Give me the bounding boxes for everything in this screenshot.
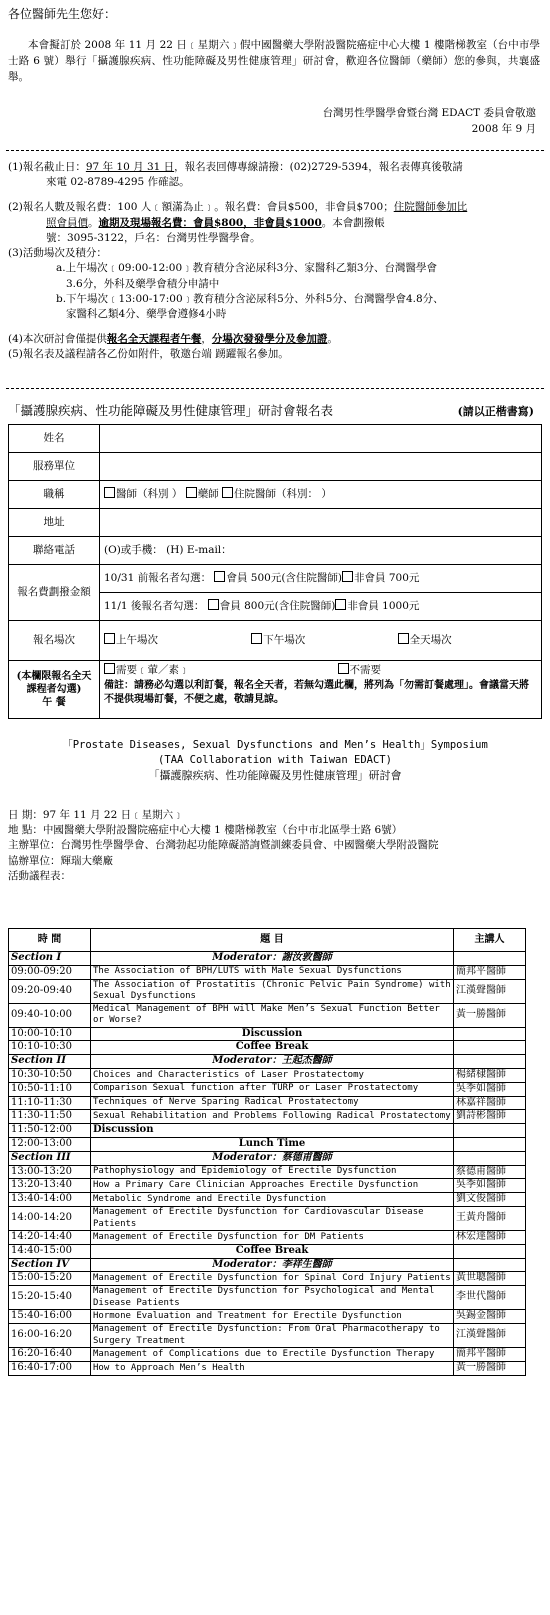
- schedule-topic: How a Primary Care Clinician Approaches Erectile Dysfunction: [91, 1179, 454, 1193]
- note-3: (3)活動場次及積分：: [8, 247, 107, 260]
- note-3a-cont: 3.6分，外科及藥學會積分申請中: [66, 277, 220, 290]
- schedule-speaker: 劉詩彬醫師: [454, 1110, 526, 1124]
- schedule-row: [9, 1041, 526, 1055]
- fee-label: 報名費劃撥金額: [9, 565, 100, 621]
- schedule-row: [9, 1003, 526, 1027]
- schedule-row: [9, 1348, 526, 1362]
- schedule-header-cell: 主講人: [454, 929, 526, 952]
- schedule-row: [9, 1165, 526, 1179]
- schedule-topic: How to Approach Men’s Health: [91, 1361, 454, 1375]
- schedule-row: [9, 1193, 526, 1207]
- greeting: 各位醫師先生您好：: [8, 7, 117, 21]
- schedule-time: 15:00-15:20: [9, 1272, 91, 1286]
- schedule-speaker: [454, 952, 526, 966]
- schedule-speaker: 吳季如醫師: [454, 1179, 526, 1193]
- note-4: (4)本次研討會僅提供報名全天課程者午餐，分場次發發學分及參加證。: [8, 333, 338, 346]
- event-date: 日 期：97 年 11 月 22 日﹝星期六﹞: [8, 809, 184, 821]
- schedule-speaker: 林宏達醫師: [454, 1231, 526, 1245]
- schedule-row: [9, 1361, 526, 1375]
- schedule-row: [9, 1179, 526, 1193]
- schedule-speaker: [454, 1258, 526, 1272]
- schedule-speaker: 江漢聲醫師: [454, 979, 526, 1003]
- schedule-time: 11:30-11:50: [9, 1110, 91, 1124]
- signature-block: [323, 106, 536, 138]
- lunch-no-checkbox[interactable]: [338, 663, 349, 674]
- schedule-time: 16:00-16:20: [9, 1324, 91, 1348]
- phone-label: 聯絡電話: [9, 537, 100, 565]
- schedule-topic: Coffee Break: [91, 1041, 454, 1055]
- schedule-time: Section I: [9, 952, 91, 966]
- schedule-topic: Hormone Evaluation and Treatment for Erectile Dysfunction: [91, 1310, 454, 1324]
- event-info: [8, 808, 548, 884]
- schedule-time: 14:00-14:20: [9, 1207, 91, 1231]
- fullday-checkbox[interactable]: [398, 633, 409, 644]
- schedule-row: [9, 1138, 526, 1152]
- section-row: [9, 952, 526, 966]
- schedule-time: 10:00-10:10: [9, 1027, 91, 1041]
- schedule-time: 10:50-11:10: [9, 1082, 91, 1096]
- schedule-time: 09:20-09:40: [9, 979, 91, 1003]
- schedule-topic: Techniques of Nerve Sparing Radical Prostatectomy: [91, 1096, 454, 1110]
- schedule-time: 13:20-13:40: [9, 1179, 91, 1193]
- schedule-time: 12:00-13:00: [9, 1138, 91, 1152]
- fee-row-late: 11/1 後報名者勾選： 會員 800元(含住院醫師) 非會員 1000元: [100, 593, 542, 621]
- event-place: 地 點：中國醫藥大學附設醫院癌症中心大樓 1 樓階梯教室（台中市北區學士路 6號）: [8, 824, 403, 837]
- schedule-speaker: 李世代醫師: [454, 1286, 526, 1310]
- section-row: [9, 1258, 526, 1272]
- schedule-speaker: [454, 1124, 526, 1138]
- schedule-row: [9, 1207, 526, 1231]
- schedule-speaker: 吳季如醫師: [454, 1082, 526, 1096]
- schedule-topic: The Association of BPH/LUTS with Male Sexual Dysfunctions: [91, 965, 454, 979]
- address-field[interactable]: [100, 509, 542, 537]
- schedule-time: 10:30-10:50: [9, 1069, 91, 1083]
- schedule-header-cell: 時 間: [9, 929, 91, 952]
- schedule-topic: Choices and Characteristics of Laser Prostatectomy: [91, 1069, 454, 1083]
- schedule-speaker: [454, 1055, 526, 1069]
- pharmacist-checkbox[interactable]: [186, 487, 197, 498]
- schedule-time: 13:40-14:00: [9, 1193, 91, 1207]
- schedule-time: 14:40-15:00: [9, 1244, 91, 1258]
- symposium-collab: (TAA Collaboration with Taiwan EDACT): [158, 754, 392, 767]
- schedule-topic: Management of Erectile Dysfunction: From Oral Pharmacotherapy to Surgery Treatment: [91, 1324, 454, 1348]
- schedule-topic: Medical Management of BPH will Make Men’s Sexual Function Better or Worse?: [91, 1003, 454, 1027]
- schedule-topic: Comparison Sexual function after TURP or Laser Prostatectomy: [91, 1082, 454, 1096]
- symposium-zh: 「攝護腺疾病、性功能障礙及男性健康管理」研討會: [148, 769, 402, 783]
- schedule-topic: Moderator：李祥生醫師: [91, 1258, 454, 1272]
- note-2-cont: 照會員價。逾期及現場報名費：會員$800，非會員$1000。本會劃撥帳: [46, 216, 385, 229]
- afternoon-checkbox[interactable]: [251, 633, 262, 644]
- schedule-row: [9, 1286, 526, 1310]
- signature: 台灣男性學醫學會暨台灣 EDACT 委員會敬邀: [322, 107, 536, 119]
- lunch-label: (本欄限報名全天課程者勾選) 午 餐: [9, 661, 100, 719]
- section-row: [9, 1055, 526, 1069]
- schedule-speaker: 黃世聰醫師: [454, 1272, 526, 1286]
- fee-row-early: 10/31 前報名者勾選： 會員 500元(含住院醫師) 非會員 700元: [100, 565, 542, 593]
- schedule-header: [9, 929, 526, 952]
- address-label: 地址: [9, 509, 100, 537]
- form-title: 「攝護腺疾病、性功能障礙及男性健康管理」研討會報名表: [8, 403, 334, 418]
- form-title-row: [8, 403, 548, 420]
- job-title-label: 職稱: [9, 481, 100, 509]
- schedule-speaker: 林嘉祥醫師: [454, 1096, 526, 1110]
- schedule-topic: Moderator：王起杰醫師: [91, 1055, 454, 1069]
- schedule-row: [9, 1324, 526, 1348]
- note-1-cont: 來電 02-8789-4295 作確認。: [46, 176, 190, 189]
- schedule-time: 16:40-17:00: [9, 1361, 91, 1375]
- late-member-checkbox[interactable]: [208, 599, 219, 610]
- schedule-speaker: [454, 1151, 526, 1165]
- event-cohost: 協辦單位：輝瑞大藥廠: [8, 854, 113, 867]
- schedule-time: 13:00-13:20: [9, 1165, 91, 1179]
- event-host: 主辦單位：台灣男性學醫學會、台灣勃起功能障礙諮詢暨訓練委員會、中國醫藥大學附設醫院: [8, 839, 439, 852]
- note-3a: a.上午場次﹝09:00-12:00﹞教育積分含泌尿科3分、家醫科乙類3分、台灣醫學會: [56, 262, 438, 275]
- schedule-topic: The Association of Prostatitis (Chronic Pelvic Pain Syndrome) with Sexual Dysfunctions: [91, 979, 454, 1003]
- doctor-checkbox[interactable]: [104, 487, 115, 498]
- lunch-note: 備註：請務必勾選以利訂餐，報名全天者，若無勾選此欄，將列為「勿需訂餐處理」。會議當天將不提供現場訂餐，不便之處，敬請見諒。: [104, 680, 529, 705]
- schedule-row: [9, 1231, 526, 1245]
- schedule-row: [9, 965, 526, 979]
- schedule-time: 14:20-14:40: [9, 1231, 91, 1245]
- invitation-body: 本會擬訂於 2008 年 11 月 22 日﹝星期六﹞假中國醫藥大學附設醫院癌症中心大樓 1 樓階梯教室（台中市學士路 6 號）舉行「攝護腺疾病、性功能障礙及男性健康管理」研討會，歡迎各位醫師（藥師）您的參與，共襄盛舉。: [8, 39, 540, 83]
- schedule-topic: Sexual Rehabilitation and Problems Following Radical Prostatectomy: [91, 1110, 454, 1124]
- name-label: 姓名: [9, 425, 100, 453]
- agenda-heading: 活動議程表：: [8, 869, 71, 882]
- notes: [8, 160, 540, 363]
- schedule-speaker: [454, 1041, 526, 1055]
- schedule-speaker: 黃一勝醫師: [454, 1003, 526, 1027]
- schedule-row: [9, 1124, 526, 1138]
- schedule-row: [9, 979, 526, 1003]
- schedule-speaker: 黃一勝醫師: [454, 1361, 526, 1375]
- schedule-speaker: 簡邦平醫師: [454, 965, 526, 979]
- form-note: (請以正楷書寫): [457, 405, 534, 418]
- schedule-speaker: 王黃舟醫師: [454, 1207, 526, 1231]
- lunch-yes-checkbox[interactable]: [104, 663, 115, 674]
- schedule-speaker: 吳錫金醫師: [454, 1310, 526, 1324]
- schedule-speaker: [454, 1138, 526, 1152]
- early-nonmember-checkbox[interactable]: [342, 571, 353, 582]
- unit-field[interactable]: [100, 453, 542, 481]
- early-member-checkbox[interactable]: [214, 571, 225, 582]
- schedule-speaker: 劉文俊醫師: [454, 1193, 526, 1207]
- session-label: 報名場次: [9, 621, 100, 661]
- schedule-time: 09:00-09:20: [9, 965, 91, 979]
- schedule-topic: Lunch Time: [91, 1138, 454, 1152]
- schedule-header-cell: 題 目: [91, 929, 454, 952]
- schedule-time: 11:50-12:00: [9, 1124, 91, 1138]
- schedule-speaker: 蔡德甫醫師: [454, 1165, 526, 1179]
- schedule-topic: Management of Erectile Dysfunction for Spinal Cord Injury Patients: [91, 1272, 454, 1286]
- schedule-table: [8, 928, 526, 1376]
- schedule-row: [9, 1027, 526, 1041]
- schedule-time: 16:20-16:40: [9, 1348, 91, 1362]
- schedule-speaker: 江漢聲醫師: [454, 1324, 526, 1348]
- divider: [6, 150, 544, 151]
- schedule-time: 15:40-16:00: [9, 1310, 91, 1324]
- schedule-time: 09:40-10:00: [9, 1003, 91, 1027]
- schedule-topic: Moderator：蔡德甫醫師: [91, 1151, 454, 1165]
- note-2: (2)報名人數及報名費：100 人﹝額滿為止﹞。報名費：會員$500，非會員$700；住院醫師參加比: [8, 201, 468, 214]
- schedule-topic: Discussion: [91, 1124, 454, 1138]
- schedule-row: [9, 1310, 526, 1324]
- phone-field[interactable]: (O)或手機： (H) E-mail：: [100, 537, 542, 565]
- symposium-en: 「Prostate Diseases, Sexual Dysfunctions and Men’s Health」Symposium: [62, 739, 488, 751]
- schedule-speaker: 楊緒棣醫師: [454, 1069, 526, 1083]
- schedule-time: 15:20-15:40: [9, 1286, 91, 1310]
- schedule-topic: Management of Erectile Dysfunction for DM Patients: [91, 1231, 454, 1245]
- schedule-time: 10:10-10:30: [9, 1041, 91, 1055]
- letter-date: 2008 年 9 月: [471, 122, 536, 135]
- schedule-topic: Moderator：謝汝敦醫師: [91, 952, 454, 966]
- schedule-time: Section II: [9, 1055, 91, 1069]
- note-3b-cont: 家醫科乙類4分、藥學會遵修4小時: [66, 307, 227, 320]
- schedule-time: 11:10-11:30: [9, 1096, 91, 1110]
- note-2-account: 號：3095-3122，戶名：台灣男性學醫學會。: [46, 231, 261, 244]
- lunch-options: 需要﹝葷／素﹞ 不需要 備註：請務必勾選以利訂餐，報名全天者，若無勾選此欄，將列為「勿需訂餐處理」。會議當天將不提供現場訂餐，不便之處，敬請見諒。: [100, 661, 542, 719]
- schedule-topic: Pathophysiology and Epidemiology of Erectile Dysfunction: [91, 1165, 454, 1179]
- schedule-speaker: [454, 1244, 526, 1258]
- registration-form: 姓名 服務單位 職稱 醫師（科別 ） 藥師 住院醫師（科別： ） 地址 聯絡電話 (O)或手機： (H) E-mail： 報名費劃撥金額 10/31 前報名者勾選： 會員 500元(含住院醫師) 非會員 700元 11/1 後報名者勾選： 會員 800元(含住院醫師) 非會員 1000元 報名場次 上午場次 下午場次 全天場次 (本欄限報名全天課程者勾選) 午 餐 需要﹝葷／素﹞ 不需要 備註：請務必勾選以利訂餐，報名全天者，若無勾選此欄，將列為「勿需訂餐處理」。會議當天將不提供現場訂餐，不便之處，敬請見諒。: [8, 424, 542, 719]
- schedule-row: [9, 1244, 526, 1258]
- schedule-row: [9, 1272, 526, 1286]
- note-3b: b.下午場次﹝13:00-17:00﹞教育積分含泌尿科5分、外科5分、台灣醫學會4.8分、: [56, 292, 444, 305]
- schedule-speaker: 簡邦平醫師: [454, 1348, 526, 1362]
- schedule-row: [9, 1082, 526, 1096]
- schedule-topic: Coffee Break: [91, 1244, 454, 1258]
- note-5: (5)報名表及議程請各乙份如附件，敬邀台端 踴躍報名參加。: [8, 348, 289, 361]
- schedule-speaker: [454, 1027, 526, 1041]
- schedule-row: [9, 1096, 526, 1110]
- schedule-row: [9, 1110, 526, 1124]
- schedule-topic: Discussion: [91, 1027, 454, 1041]
- note-1: (1)報名截止日：97 年 10 月 31 日，報名表回傳專線請撥：(02)2729-5394，報名表傳真後敬請: [8, 161, 463, 173]
- schedule-topic: Management of Complications due to Erectile Dysfunction Therapy: [91, 1348, 454, 1362]
- schedule-topic: Metabolic Syndrome and Erectile Dysfunction: [91, 1193, 454, 1207]
- divider: [6, 388, 544, 389]
- resident-checkbox[interactable]: [222, 487, 233, 498]
- schedule-time: Section IV: [9, 1258, 91, 1272]
- section-row: [9, 1151, 526, 1165]
- schedule-topic: Management of Erectile Dysfunction for Cardiovascular Disease Patients: [91, 1207, 454, 1231]
- unit-label: 服務單位: [9, 453, 100, 481]
- late-nonmember-checkbox[interactable]: [335, 599, 346, 610]
- schedule-topic: Management of Erectile Dysfunction for Psychological and Mental Disease Patients: [91, 1286, 454, 1310]
- job-title-options: 醫師（科別 ） 藥師 住院醫師（科別： ）: [100, 481, 542, 509]
- name-field[interactable]: [100, 425, 542, 453]
- morning-checkbox[interactable]: [104, 633, 115, 644]
- schedule-time: Section III: [9, 1151, 91, 1165]
- schedule-row: [9, 1069, 526, 1083]
- symposium-title: [0, 738, 550, 784]
